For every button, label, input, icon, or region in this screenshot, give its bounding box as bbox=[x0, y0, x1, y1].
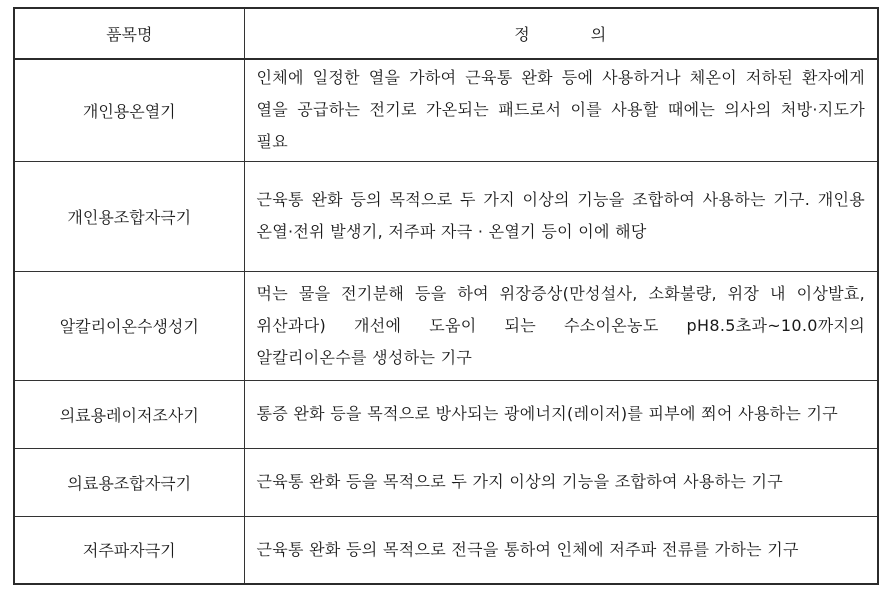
header-definition: 정 의 bbox=[244, 8, 878, 59]
header-item-name: 품목명 bbox=[14, 8, 244, 59]
item-name: 의료용레이저조사기 bbox=[14, 380, 244, 448]
header-row bbox=[14, 8, 878, 59]
item-name: 개인용조합자극기 bbox=[14, 161, 244, 271]
table-row bbox=[14, 516, 878, 584]
item-definition: 근육통 완화 등을 목적으로 두 가지 이상의 기능을 조합하여 사용하는 기구 bbox=[244, 448, 878, 516]
definition-table bbox=[13, 7, 879, 585]
table-row bbox=[14, 161, 878, 271]
item-name: 개인용온열기 bbox=[14, 59, 244, 161]
item-name: 알칼리이온수생성기 bbox=[14, 271, 244, 380]
table-row bbox=[14, 448, 878, 516]
item-name: 의료용조합자극기 bbox=[14, 448, 244, 516]
item-definition: 먹는 물을 전기분해 등을 하여 위장증상(만성설사, 소화불량, 위장 내 이상발효, 위산과다) 개선에 도움이 되는 수소이온농도 pH8.5초과~10.0까지의 알칼리이온수를 생성하는 기구 bbox=[244, 271, 878, 380]
item-definition: 근육통 완화 등의 목적으로 전극을 통하여 인체에 저주파 전류를 가하는 기구 bbox=[244, 516, 878, 584]
item-definition: 근육통 완화 등의 목적으로 두 가지 이상의 기능을 조합하여 사용하는 기구. 개인용 온열·전위 발생기, 저주파 자극 · 온열기 등이 이에 해당 bbox=[244, 161, 878, 271]
item-definition: 인체에 일정한 열을 가하여 근육통 완화 등에 사용하거나 체온이 저하된 환자에게 열을 공급하는 전기로 가온되는 패드로서 이를 사용할 때에는 의사의 처방·지도가 필요 bbox=[244, 59, 878, 161]
table-row bbox=[14, 59, 878, 161]
item-name: 저주파자극기 bbox=[14, 516, 244, 584]
table-row bbox=[14, 380, 878, 448]
table-row bbox=[14, 271, 878, 380]
item-definition: 통증 완화 등을 목적으로 방사되는 광에너지(레이저)를 피부에 쬐어 사용하는 기구 bbox=[244, 380, 878, 448]
